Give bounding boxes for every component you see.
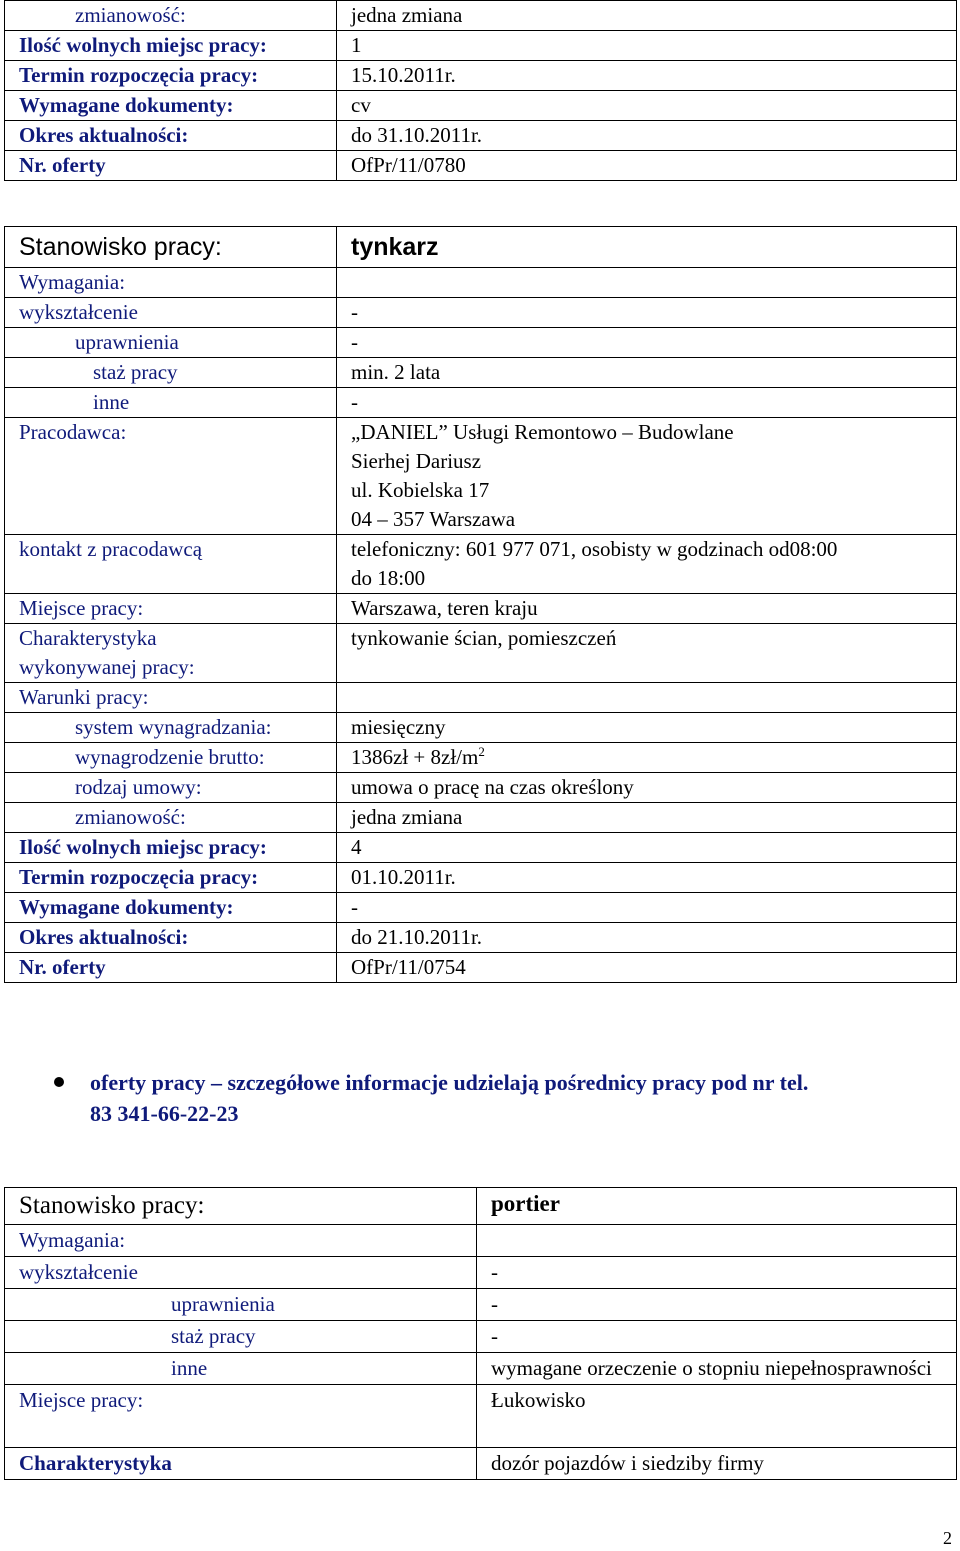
place-value: Warszawa, teren kraju [337, 594, 957, 624]
table-row [5, 1, 957, 31]
validity-value: do 31.10.2011r. [337, 121, 957, 151]
bullet-icon [54, 1077, 64, 1087]
position-value: portier [477, 1188, 957, 1225]
salary-label: wynagrodzenie brutto: [5, 743, 337, 773]
table-row [5, 1321, 957, 1353]
docs-value: - [337, 893, 957, 923]
table-row [5, 151, 957, 181]
pay-system-value: miesięczny [337, 713, 957, 743]
docs-value: cv [337, 91, 957, 121]
table-row [5, 953, 957, 983]
table-row [5, 1225, 957, 1257]
table-row [5, 743, 957, 773]
docs-label: Wymagane dokumenty: [5, 91, 337, 121]
table-row [5, 1448, 957, 1480]
table-row [5, 1188, 957, 1225]
shift-value: jedna zmiana [337, 803, 957, 833]
empty-cell [477, 1225, 957, 1257]
vacancies-value: 1 [337, 31, 957, 61]
contact-note-phone: 83 341-66-22-23 [90, 1101, 239, 1126]
salary-value [337, 743, 957, 773]
start-label: Termin rozpoczęcia pracy: [5, 863, 337, 893]
place-label: Miejsce pracy: [5, 594, 337, 624]
licenses-value: - [337, 328, 957, 358]
characteristics-value: tynkowanie ścian, pomieszczeń [337, 624, 957, 683]
table-row [5, 268, 957, 298]
other-value: - [337, 388, 957, 418]
employer-value [337, 418, 957, 535]
offer-portier-table [4, 1187, 957, 1480]
employer-city: 04 – 357 Warszawa [351, 507, 516, 531]
vacancies-value: 4 [337, 833, 957, 863]
table-row [5, 923, 957, 953]
table-row [5, 773, 957, 803]
other-label: inne [5, 1353, 477, 1385]
table-row [5, 328, 957, 358]
table-row [5, 594, 957, 624]
education-label: wykształcenie [5, 298, 337, 328]
table-row [5, 863, 957, 893]
place-value: Łukowisko [477, 1385, 957, 1448]
validity-value: do 21.10.2011r. [337, 923, 957, 953]
table-row [5, 1257, 957, 1289]
experience-value: - [477, 1321, 957, 1353]
table-row [5, 1289, 957, 1321]
table-row [5, 1385, 957, 1448]
shift-label: zmianowość: [5, 803, 337, 833]
characteristics-label: Charakterystyka [5, 1448, 477, 1480]
contact-note-line: oferty pracy – szczegółowe informacje udzielają pośrednicy pracy pod nr tel. [90, 1070, 809, 1095]
requirements-label: Wymagania: [5, 1225, 477, 1257]
salary-unit-exponent: 2 [478, 744, 485, 759]
start-value: 01.10.2011r. [337, 863, 957, 893]
table-row [5, 31, 957, 61]
offer-number-value: OfPr/11/0780 [337, 151, 957, 181]
start-label: Termin rozpoczęcia pracy: [5, 61, 337, 91]
characteristics-label-line: wykonywanej pracy: [19, 655, 195, 679]
table-row [5, 418, 957, 535]
employer-owner: Sierhej Dariusz [351, 449, 482, 473]
contract-label: rodzaj umowy: [5, 773, 337, 803]
table-row [5, 1353, 957, 1385]
position-value: tynkarz [337, 227, 957, 268]
table-row [5, 833, 957, 863]
table-row [5, 713, 957, 743]
place-label: Miejsce pracy: [5, 1385, 477, 1448]
characteristics-value: dozór pojazdów i siedziby firmy [477, 1448, 957, 1480]
table-row [5, 803, 957, 833]
empty-cell [337, 683, 957, 713]
offer-tynkarz-table [4, 226, 957, 983]
table-row [5, 893, 957, 923]
table-row [5, 121, 957, 151]
table-row [5, 227, 957, 268]
characteristics-label [5, 624, 337, 683]
contact-value [337, 535, 957, 594]
contact-line: do 18:00 [351, 566, 426, 590]
shift-value: jedna zmiana [337, 1, 957, 31]
education-label: wykształcenie [5, 1257, 477, 1289]
validity-label: Okres aktualności: [5, 121, 337, 151]
position-label: Stanowisko pracy: [5, 227, 337, 268]
docs-label: Wymagane dokumenty: [5, 893, 337, 923]
education-value: - [337, 298, 957, 328]
table-row [5, 91, 957, 121]
requirements-label: Wymagania: [5, 268, 337, 298]
position-label: Stanowisko pracy: [5, 1188, 477, 1225]
conditions-label: Warunki pracy: [5, 683, 337, 713]
employer-label: Pracodawca: [5, 418, 337, 535]
employer-street: ul. Kobielska 17 [351, 478, 490, 502]
education-value: - [477, 1257, 957, 1289]
contact-label: kontakt z pracodawcą [5, 535, 337, 594]
offer-number-label: Nr. oferty [5, 953, 337, 983]
table-row [5, 298, 957, 328]
vacancies-label: Ilość wolnych miejsc pracy: [5, 833, 337, 863]
experience-value: min. 2 lata [337, 358, 957, 388]
characteristics-label-line: Charakterystyka [19, 626, 157, 650]
table-row [5, 624, 957, 683]
contact-note [54, 1067, 934, 1129]
table-row [5, 61, 957, 91]
offer-prev-table [4, 0, 957, 181]
table-row [5, 683, 957, 713]
table-row [5, 388, 957, 418]
table-row [5, 535, 957, 594]
licenses-value: - [477, 1289, 957, 1321]
salary-amount: 1386zł + 8zł/m [351, 745, 479, 769]
page-number: 2 [943, 1528, 952, 1548]
shift-label: zmianowość: [5, 1, 337, 31]
contract-value: umowa o pracę na czas określony [337, 773, 957, 803]
experience-label: staż pracy [5, 358, 337, 388]
experience-label: staż pracy [5, 1321, 477, 1353]
start-value: 15.10.2011r. [337, 61, 957, 91]
other-label: inne [5, 388, 337, 418]
pay-system-label: system wynagradzania: [5, 713, 337, 743]
table-row [5, 358, 957, 388]
offer-number-value: OfPr/11/0754 [337, 953, 957, 983]
vacancies-label: Ilość wolnych miejsc pracy: [5, 31, 337, 61]
licenses-label: uprawnienia [5, 328, 337, 358]
validity-label: Okres aktualności: [5, 923, 337, 953]
licenses-label: uprawnienia [5, 1289, 477, 1321]
contact-line: telefoniczny: 601 977 071, osobisty w godzinach od08:00 [351, 537, 838, 561]
other-value: wymagane orzeczenie o stopniu niepełnosprawności [477, 1353, 957, 1385]
empty-cell [337, 268, 957, 298]
employer-name: „DANIEL” Usługi Remontowo – Budowlane [351, 420, 734, 444]
offer-number-label: Nr. oferty [5, 151, 337, 181]
